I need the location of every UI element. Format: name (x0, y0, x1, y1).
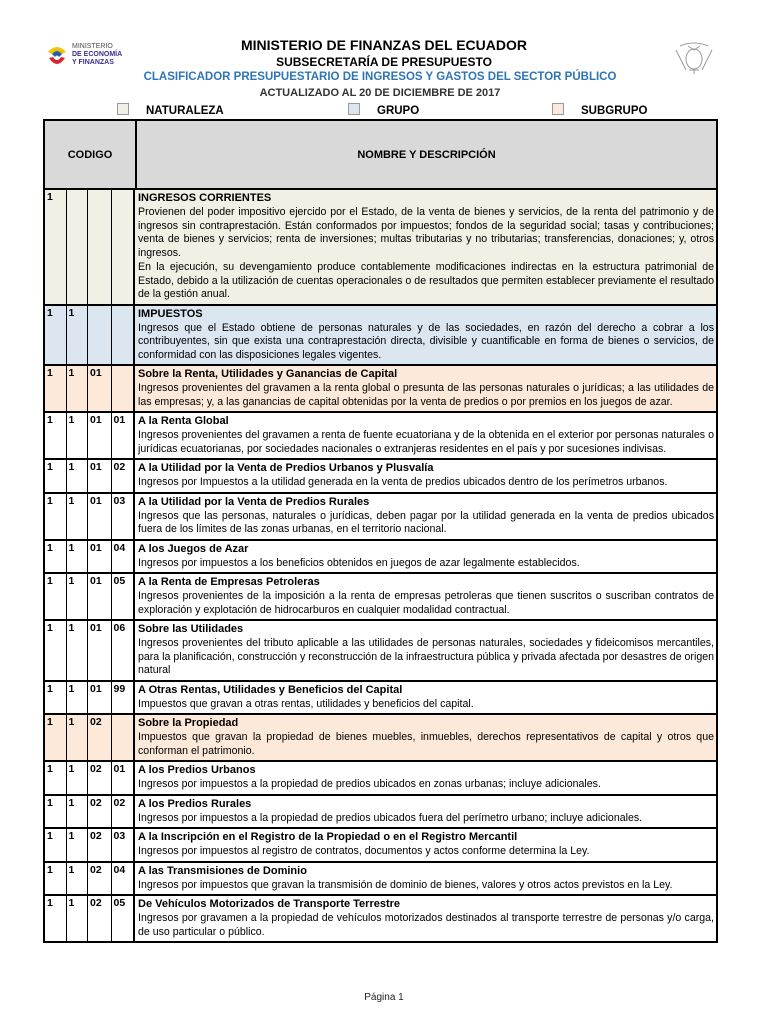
item-description: Impuestos que gravan a otras rentas, utilidades y beneficios del capital. (138, 697, 474, 710)
code-type: 1 (45, 762, 67, 794)
table-row (45, 366, 716, 413)
description-cell (135, 541, 716, 573)
code-item: 04 (113, 541, 126, 554)
item-description: Provienen del poder impositivo ejercido por el Estado, de la venta de bienes y servicios, de la renta del patrimonio y de ingresos sin contraprestación. Están conformados por impuestos; fondos de la seguridad social; tasas y contribuciones; venta de bienes y servicios; renta de inversiones; multas tributarias y no tributarias; transferencias, donaciones; y, otros ingresos. (138, 206, 714, 259)
description-cell (135, 896, 716, 941)
code-subgroup: 02 (88, 829, 111, 861)
table-row (45, 494, 716, 541)
legend-swatch-grupo (348, 103, 360, 115)
code-cells (45, 413, 135, 458)
code-cells (45, 896, 135, 941)
item-description: Ingresos provenientes de la imposición a la renta de empresas petroleras que tienen suscritos o suscriban contratos de exploración y explotación de hidrocarburos en cualquier modalidad contractual. (138, 590, 714, 616)
description-cell (135, 494, 716, 539)
code-type: 1 (45, 682, 67, 714)
code-subgroup: 02 (88, 796, 111, 828)
code-item: 01 (113, 414, 126, 426)
code-subgroup: 02 (88, 715, 111, 760)
table-row (45, 796, 716, 830)
legend-label-subgrupo: SUBGRUPO (581, 105, 648, 117)
code-group: 1 (67, 896, 89, 941)
code-group: 1 (67, 715, 89, 760)
code-cells (45, 863, 135, 895)
code-cells (45, 682, 135, 714)
code-cells (45, 715, 135, 760)
code-type: 1 (45, 796, 67, 828)
table-row (45, 863, 716, 897)
code-cells (45, 574, 135, 619)
description-cell (135, 863, 716, 895)
code-group: 1 (67, 574, 89, 619)
item-title: A los Juegos de Azar (138, 542, 249, 555)
code-item: 02 (113, 796, 126, 809)
code-type: 1 (45, 190, 67, 304)
code-group: 1 (67, 413, 89, 458)
description-cell (135, 190, 716, 304)
code-subgroup (88, 190, 111, 304)
code-cells (45, 796, 135, 828)
description-cell (135, 682, 716, 714)
code-group: 1 (67, 682, 89, 714)
description-cell (135, 460, 716, 492)
code-item: 05 (113, 897, 126, 909)
code-group: 1 (67, 306, 89, 365)
code-subgroup: 01 (88, 460, 111, 492)
description-cell (135, 366, 716, 411)
table-row (45, 715, 716, 762)
item-description: Ingresos por impuestos a la propiedad de predios ubicados fuera del perímetro urbano; incluye adicionales. (138, 811, 643, 824)
table-row (45, 762, 716, 796)
document-subtitle: SUBSECRETARÍA DE PRESUPUESTO (276, 55, 492, 69)
table-body (45, 190, 716, 941)
classifier-heading: CLASIFICADOR PRESUPUESTARIO DE INGRESOS Y GASTOS DEL SECTOR PÚBLICO (143, 71, 617, 83)
description-cell (135, 621, 716, 680)
item-description: Impuestos que gravan la propiedad de bienes muebles, inmuebles, derechos representativos de capital y otros que conforman el patrimonio. (138, 731, 714, 757)
item-title: Sobre la Propiedad (138, 717, 239, 729)
code-item: 03 (113, 830, 126, 842)
code-cells (45, 829, 135, 861)
code-item: 99 (113, 682, 126, 695)
item-description: Ingresos por impuestos al registro de contratos, documentos y actos conforme determina la Ley. (138, 845, 590, 857)
code-type: 1 (45, 863, 67, 895)
table-row (45, 896, 716, 941)
code-subgroup: 01 (88, 574, 111, 619)
code-item: 01 (113, 763, 126, 775)
document-title: MINISTERIO DE FINANZAS DEL ECUADOR (241, 37, 527, 53)
item-title: A la Inscripción en el Registro de la Propiedad o en el Registro Mercantil (138, 831, 518, 843)
legend-subgrupo (552, 103, 647, 117)
item-title: A la Renta de Empresas Petroleras (138, 576, 320, 588)
item-title: A la Renta Global (138, 415, 229, 427)
table-row (45, 574, 716, 621)
item-description: Ingresos que las personas, naturales o jurídicas, deben pagar por la utilidad generada en la venta de predios ubicados fuera de los límites de las zonas urbanas, en el territorio nacional. (138, 509, 714, 535)
code-group: 1 (67, 494, 89, 539)
item-description: Ingresos por gravamen a la propiedad de vehículos motorizados destinados al transporte terrestre de personas y/o carga, de uso particular o público. (138, 912, 714, 938)
code-cells (45, 190, 135, 304)
code-cells (45, 494, 135, 539)
code-group: 1 (67, 829, 89, 861)
code-group: 1 (67, 621, 89, 680)
code-type: 1 (45, 621, 67, 680)
code-cells (45, 306, 135, 365)
code-cells (45, 541, 135, 573)
legend-label-grupo: GRUPO (377, 105, 420, 117)
code-item: 06 (113, 622, 126, 634)
update-date: ACTUALIZADO AL 20 DE DICIEMBRE DE 2017 (259, 87, 501, 99)
item-title: A Otras Rentas, Utilidades y Beneficios del Capital (138, 683, 403, 696)
code-item: 02 (113, 461, 126, 473)
table-row (45, 682, 716, 716)
item-description: Ingresos por impuestos a la propiedad de predios ubicados en zonas urbanas; incluye adicionales. (138, 778, 601, 790)
code-item (112, 366, 134, 411)
table-row (45, 306, 716, 367)
item-title: IMPUESTOS (138, 307, 203, 320)
table-row (45, 413, 716, 460)
code-subgroup: 01 (88, 621, 111, 680)
code-type: 1 (45, 541, 67, 573)
code-subgroup: 02 (88, 896, 111, 941)
column-header-description: NOMBRE Y DESCRIPCIÓN (357, 148, 496, 161)
code-subgroup: 01 (88, 541, 111, 573)
code-type: 1 (45, 306, 67, 365)
code-item (112, 190, 134, 304)
table-row (45, 460, 716, 494)
code-item (112, 715, 134, 760)
legend-swatch-naturaleza (117, 103, 129, 115)
table-row (45, 190, 716, 306)
code-group: 1 (67, 541, 89, 573)
item-title: A las Transmisiones de Dominio (138, 864, 307, 877)
description-cell (135, 796, 716, 828)
table-row (45, 541, 716, 575)
description-cell (135, 413, 716, 458)
code-type: 1 (45, 494, 67, 539)
code-cells (45, 621, 135, 680)
code-subgroup: 01 (88, 494, 111, 539)
description-cell (135, 715, 716, 760)
code-type: 1 (45, 366, 67, 411)
item-description: Ingresos provenientes del tributo aplicable a las utilidades de personas naturales, sociedades y fideicomisos mercantiles, para la planificación, construcción y reconstrucción de la infraestructura pública y privada afectada por desastres de origen natural (138, 637, 714, 676)
legend-naturaleza (117, 103, 224, 117)
code-cells (45, 762, 135, 794)
item-title: A la Utilidad por la Venta de Predios Rurales (138, 495, 370, 508)
code-group: 1 (67, 366, 89, 411)
code-item: 05 (113, 575, 126, 587)
item-description: Ingresos que el Estado obtiene de personas naturales y de las sociedades, en razón del derecho a cobrar a los contribuyentes, sin que exista una contraprestación directa, divisible y cuantificable en forma de bienes o servicios, de conformidad con las disposiciones legales vigentes. (138, 321, 714, 361)
item-description: Ingresos por Impuestos a la utilidad generada en la venta de predios ubicados dentro de los perímetros urbanos. (138, 476, 668, 488)
item-title: A los Predios Rurales (138, 797, 252, 810)
code-subgroup: 01 (88, 682, 111, 714)
item-description: En la ejecución, su devengamiento produce contablemente modificaciones indirectas en la estructura patrimonial de Estado, debido a la utilización de cuentas operacionales o de resultados que permiten establecer previamente el resultado de la gestión anual. (138, 261, 714, 300)
item-title: INGRESOS CORRIENTES (138, 192, 272, 204)
legend-label-naturaleza: NATURALEZA (146, 105, 224, 117)
code-subgroup: 02 (88, 863, 111, 895)
table-header (45, 121, 716, 190)
code-group (67, 190, 89, 304)
description-cell (135, 306, 716, 365)
table-row (45, 829, 716, 863)
code-type: 1 (45, 413, 67, 458)
code-subgroup: 01 (88, 413, 111, 458)
item-description: Ingresos por impuestos a los beneficios obtenidos en juegos de azar legalmente establecidos. (138, 556, 580, 569)
item-description: Ingresos provenientes del gravamen a renta de fuente ecuatoriana y de la obtenida en el exterior por personas naturales o jurídicas ecuatorianas, por sociedades nacionales o extranjeras residentes en el país y por sucesiones indivisas. (138, 429, 714, 455)
code-item: 04 (113, 863, 126, 876)
code-type: 1 (45, 574, 67, 619)
code-subgroup (88, 306, 111, 365)
code-group: 1 (67, 460, 89, 492)
code-cells (45, 460, 135, 492)
code-item: 03 (113, 494, 126, 507)
code-item (112, 306, 134, 365)
legend-grupo (348, 103, 419, 117)
item-description: Ingresos provenientes del gravamen a la renta global o presunta de las personas naturales o jurídicas; a las utilidades de las empresas; y, a las ganancias de capital obtenidas por la venta de predios o por premios en los juegos de azar. (138, 382, 714, 408)
description-cell (135, 574, 716, 619)
item-description: Ingresos por impuestos que gravan la transmisión de dominio de bienes, valores y otros actos previstos en la Ley. (138, 878, 673, 891)
description-cell (135, 762, 716, 794)
page-number: Página 1 (364, 992, 404, 1003)
table-row (45, 621, 716, 682)
code-type: 1 (45, 715, 67, 760)
classifier-table (43, 119, 718, 943)
code-type: 1 (45, 460, 67, 492)
item-title: Sobre las Utilidades (138, 623, 244, 635)
code-type: 1 (45, 829, 67, 861)
item-title: Sobre la Renta, Utilidades y Ganancias de Capital (138, 368, 398, 380)
code-group: 1 (67, 796, 89, 828)
column-header-code: CODIGO (45, 121, 137, 188)
item-title: A los Predios Urbanos (138, 764, 256, 776)
item-title: De Vehículos Motorizados de Transporte Terrestre (138, 898, 401, 910)
code-group: 1 (67, 863, 89, 895)
item-title: A la Utilidad por la Venta de Predios Urbanos y Plusvalía (138, 462, 434, 474)
code-type: 1 (45, 896, 67, 941)
ministry-logo-text: MINISTERIO DE ECONOMÍA Y FINANZAS (72, 43, 123, 66)
code-cells (45, 366, 135, 411)
code-subgroup: 01 (88, 366, 111, 411)
legend-swatch-subgrupo (552, 103, 564, 115)
code-group: 1 (67, 762, 89, 794)
description-cell (135, 829, 716, 861)
code-subgroup: 02 (88, 762, 111, 794)
